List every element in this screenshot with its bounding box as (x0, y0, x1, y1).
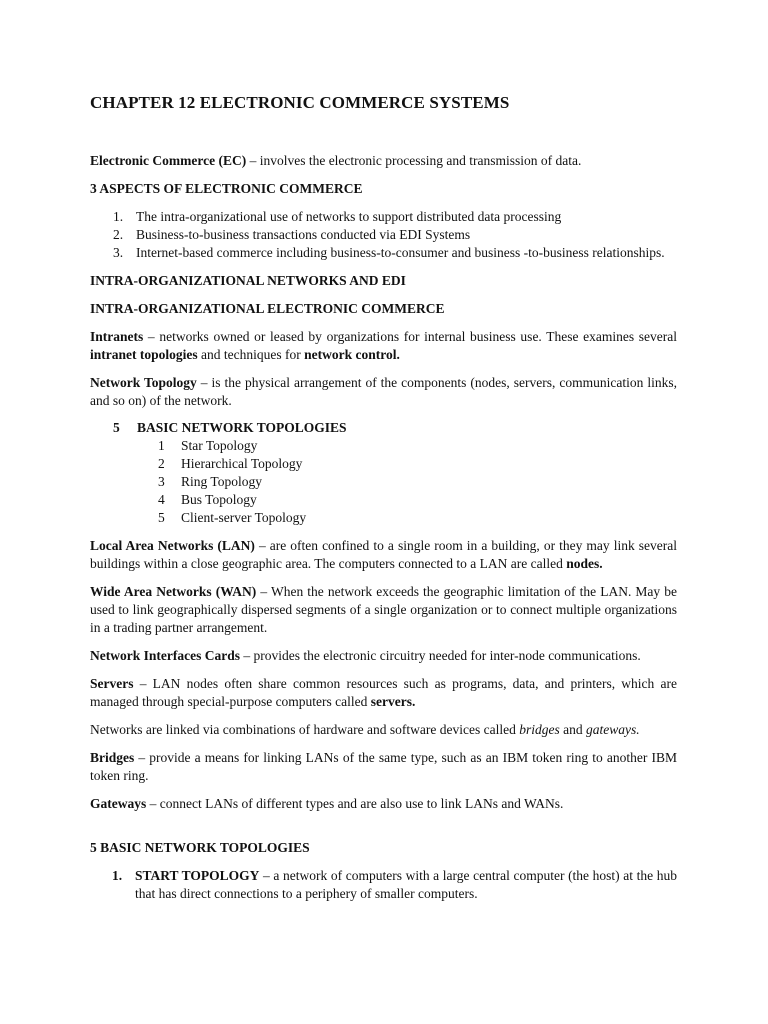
lan-term: Local Area Networks (LAN) (90, 538, 255, 553)
nic-term: Network Interfaces Cards (90, 648, 240, 663)
network-topology-paragraph (90, 374, 677, 410)
section-spacer (90, 813, 677, 839)
list-number: 1. (113, 209, 124, 224)
servers-text: – LAN nodes often share common resources such as programs, data, and printers, which are managed through special-purpose computers called (90, 676, 677, 709)
linked-text-2: and (559, 722, 586, 737)
list-text: Hierarchical Topology (181, 456, 303, 471)
star-topology-text: – a network of computers with a large central computer (the host) at the hub that has direct connections to a periphery of smaller computers. (135, 868, 677, 901)
list-text: The intra-organizational use of networks to support distributed data processing (136, 209, 562, 224)
list-item (90, 244, 677, 262)
nodes-bold: nodes. (566, 556, 603, 571)
aspects-heading: 3 ASPECTS OF ELECTRONIC COMMERCE (90, 181, 363, 196)
ec-definition (90, 152, 677, 170)
list-text: Client-server Topology (181, 510, 307, 525)
list-number: 2 (158, 456, 165, 471)
list-item (90, 437, 677, 455)
intranets-text: – networks owned or leased by organizations for internal business use. These examines several (143, 329, 677, 344)
list-text: Ring Topology (181, 474, 262, 489)
list-text: Internet-based commerce including business-to-consumer and business -to-business relationships. (136, 245, 665, 260)
list-item (90, 208, 677, 226)
linked-text: Networks are linked via combinations of hardware and software devices called (90, 722, 520, 737)
gateways-paragraph (90, 795, 677, 813)
list-number: 3 (158, 474, 165, 489)
gateways-term: Gateways (90, 796, 147, 811)
heading-number: 5 (113, 420, 120, 435)
intranets-text-2: and techniques for (197, 347, 305, 362)
aspects-list (90, 208, 677, 262)
network-control-bold: network control. (304, 347, 400, 362)
star-topology-body (135, 867, 677, 903)
ec-text: – involves the electronic processing and transmission of data. (246, 153, 582, 168)
lan-paragraph (90, 537, 677, 573)
ec-term: Electronic Commerce (EC) (90, 153, 247, 168)
bridges-term: Bridges (90, 750, 135, 765)
list-number: 4 (158, 492, 165, 507)
servers-paragraph (90, 675, 677, 711)
topologies-list (90, 437, 677, 527)
gateways-text: – connect LANs of different types and are also use to link LANs and WANs. (146, 796, 564, 811)
list-number: 5 (158, 510, 165, 525)
network-topology-text: – is the physical arrangement of the components (nodes, servers, communication links, and so on) of the network. (90, 375, 677, 408)
intranets-term: Intranets (90, 329, 144, 344)
list-item (90, 226, 677, 244)
list-item (90, 455, 677, 473)
list-text: Business-to-business transactions conducted via EDI Systems (136, 227, 471, 242)
network-topology-term: Network Topology (90, 375, 197, 390)
wan-term: Wide Area Networks (WAN) (90, 584, 257, 599)
basic-topologies-heading (90, 419, 677, 437)
star-topology-term: START TOPOLOGY (135, 868, 260, 883)
heading-text: BASIC NETWORK TOPOLOGIES (137, 420, 347, 435)
list-item (90, 509, 677, 527)
nic-text: – provides the electronic circuitry needed for inter-node communications. (239, 648, 641, 663)
document-body (90, 152, 677, 903)
lan-text: – are often confined to a single room in a building, or they may link several buildings within a close geographic area. The computers connected to a LAN are called (90, 538, 677, 571)
bridges-paragraph (90, 749, 677, 785)
linked-paragraph (90, 721, 677, 739)
intra-ec-heading: INTRA-ORGANIZATIONAL ELECTRONIC COMMERCE (90, 301, 445, 316)
list-number: 1. (112, 868, 123, 883)
section2-heading: 5 BASIC NETWORK TOPOLOGIES (90, 840, 310, 855)
chapter-title: CHAPTER 12 ELECTRONIC COMMERCE SYSTEMS (90, 93, 510, 112)
list-text: Star Topology (181, 438, 258, 453)
list-number: 3. (113, 245, 124, 260)
list-item (90, 491, 677, 509)
intra-edi-heading: INTRA-ORGANIZATIONAL NETWORKS AND EDI (90, 273, 406, 288)
intranet-topologies-bold: intranet topologies (90, 347, 198, 362)
list-text: Bus Topology (181, 492, 257, 507)
gateways-italic: gateways. (585, 722, 640, 737)
bridges-italic: bridges (519, 722, 560, 737)
star-topology-item (90, 867, 677, 903)
list-number: 1 (158, 438, 165, 453)
servers-bold: servers. (370, 694, 416, 709)
wan-text: – When the network exceeds the geographic limitation of the LAN. May be used to link geographically dispersed segments of a single organization or to connect multiple organizations in a trading partner arrangement. (90, 584, 678, 635)
nic-paragraph (90, 647, 677, 665)
servers-term: Servers (90, 676, 134, 691)
list-item (90, 473, 677, 491)
list-number: 2. (113, 227, 124, 242)
intranets-paragraph (90, 328, 677, 364)
bridges-text: – provide a means for linking LANs of the same type, such as an IBM token ring to another IBM token ring. (90, 750, 677, 783)
wan-paragraph (90, 583, 677, 637)
